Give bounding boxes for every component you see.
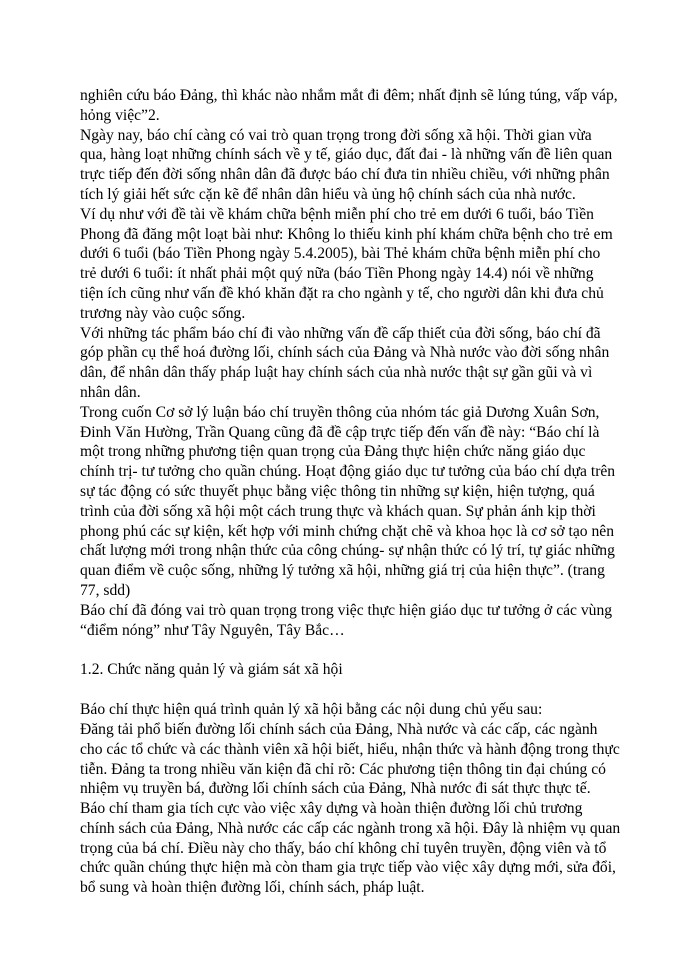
- text-line: Với những tác phẩm báo chí đi vào những vấn đề cấp thiết của đời sống, báo chí đã: [80, 324, 601, 342]
- section-heading: 1.2. Chức năng quản lý và giám sát xã hội: [80, 661, 343, 679]
- text-line: dưới 6 tuổi (báo Tiền Phong ngày 5.4.2005), bài Thẻ khám chữa bệnh miễn phí cho: [80, 245, 601, 263]
- text-line: trọng của bá chí. Điều này cho thấy, báo chí không chỉ tuyên truyền, động viên và tổ: [80, 839, 607, 857]
- text-line: qua, hàng loạt những chính sách về y tế, giáo dục, đất đai - là những vấn đề liên quan: [80, 146, 613, 164]
- paragraph: [80, 720, 640, 799]
- text-line: Ví dụ như với đề tài về khám chữa bệnh miễn phí cho trẻ em dưới 6 tuổi, báo Tiền: [80, 205, 594, 223]
- paragraph: [80, 403, 640, 601]
- paragraph: [80, 799, 640, 898]
- text-line: một trong những phương tiện quan trọng của Đảng thực hiện chức năng giáo dục: [80, 443, 586, 461]
- text-line: trực tiếp đến đời sống nhân dân đã được báo chí đưa tin nhiều chiều, với những phân: [80, 166, 610, 184]
- document-body: [80, 86, 640, 898]
- text-line: “điểm nóng” như Tây Nguyên, Tây Bắc…: [80, 621, 345, 639]
- text-line: Báo chí tham gia tích cực vào việc xây dựng và hoàn thiện đường lối chủ trương: [80, 800, 583, 818]
- blank-line: [80, 680, 640, 700]
- text-line: tiễn. Đảng ta trong nhiều văn kiện đã chỉ rõ: Các phương tiện thông tin đại chúng có: [80, 760, 606, 778]
- blank-line: [80, 640, 640, 660]
- text-line: dân, để nhân dân thấy pháp luật hay chính sách của nhà nước thật sự gần gũi và vì: [80, 364, 593, 382]
- text-line: tích lý giải hết sức cặn kẽ để nhân dân hiểu và ủng hộ chính sách của nhà nước.: [80, 185, 576, 203]
- text-line: nhiệm vụ truyền bá, đường lối chính sách của Đảng, Nhà nước đi sát thực thực tế.: [80, 780, 591, 798]
- text-line: bổ sung và hoàn thiện đường lối, chính sách, pháp luật.: [80, 879, 425, 897]
- text-line: quan điểm về cuộc sống, những lý tưởng xã hội, những giá trị của hiện thực”. (trang: [80, 562, 605, 580]
- text-line: cho các tổ chức và các thành viên xã hội biết, hiểu, nhận thức và hành động trong thực: [80, 740, 620, 758]
- text-line: trương này vào cuộc sống.: [80, 304, 246, 322]
- text-line: Báo chí thực hiện quá trình quản lý xã hội bằng các nội dung chủ yếu sau:: [80, 701, 543, 719]
- text-line: Báo chí đã đóng vai trò quan trọng trong việc thực hiện giáo dục tư tưởng ở các vùng: [80, 601, 613, 619]
- text-line: nghiên cứu báo Đảng, thì khác nào nhắm mắt đi đêm; nhất định sẽ lúng túng, vấp váp,: [80, 87, 618, 104]
- text-line: trình của đời sống xã hội một cách trung thực và khách quan. Sự phản ánh kịp thời: [80, 502, 596, 520]
- paragraph: [80, 86, 640, 126]
- text-line: sự tác động có sức thuyết phục bằng việc thông tin những sự kiện, hiện tượng, quá: [80, 482, 595, 500]
- text-line: trẻ dưới 6 tuổi: ít nhất phải một quý nữa (báo Tiền Phong ngày 14.4) nói về những: [80, 265, 594, 283]
- text-line: tiện ích cũng như vấn đề khó khăn đặt ra cho ngành y tế, cho người dân khi đưa chủ: [80, 284, 604, 302]
- text-line: nhân dân.: [80, 383, 141, 401]
- paragraph: [80, 126, 640, 205]
- text-line: chính trị- tư tưởng cho quần chúng. Hoạt động giáo dục tư tưởng của báo chí dựa trên: [80, 463, 616, 481]
- text-line: Phong đã đăng một loạt bài như: Không lo thiếu kinh phí khám chữa bệnh cho trẻ em: [80, 225, 613, 243]
- text-line: chất lượng mới trong nhận thức của công chúng- sự nhận thức có lý trí, tự giác những: [80, 542, 615, 560]
- text-line: góp phần cụ thể hoá đường lối, chính sách của Đảng và Nhà nước vào đời sống nhân: [80, 344, 610, 362]
- text-line: Đinh Văn Hường, Trần Quang cũng đã đề cập trực tiếp đến vấn đề này: “Báo chí là: [80, 423, 600, 441]
- text-line: 77, sdd): [80, 581, 131, 599]
- text-line: Ngày nay, báo chí càng có vai trò quan trọng trong đời sống xã hội. Thời gian vừa: [80, 126, 592, 144]
- text-line: chức quần chúng thực hiện mà còn tham gia trực tiếp vào việc xây dựng mới, sửa đổi,: [80, 859, 616, 877]
- paragraph: [80, 324, 640, 403]
- text-line: chính sách của Đảng, Nhà nước các cấp các ngành trong xã hội. Đây là nhiệm vụ quan: [80, 819, 621, 837]
- text-line: Đăng tải phổ biến đường lối chính sách của Đảng, Nhà nước và các cấp, các ngành: [80, 720, 598, 738]
- text-line: hỏng việc”2.: [80, 106, 160, 124]
- paragraph: [80, 601, 640, 641]
- text-line: phong phú các sự kiện, kết hợp với minh chứng chặt chẽ và khoa học là cơ sở tạo nên: [80, 522, 615, 540]
- text-line: Trong cuốn Cơ sở lý luận báo chí truyền thông của nhóm tác giả Dương Xuân Sơn,: [80, 403, 600, 421]
- paragraph: [80, 205, 640, 324]
- paragraph: [80, 700, 640, 720]
